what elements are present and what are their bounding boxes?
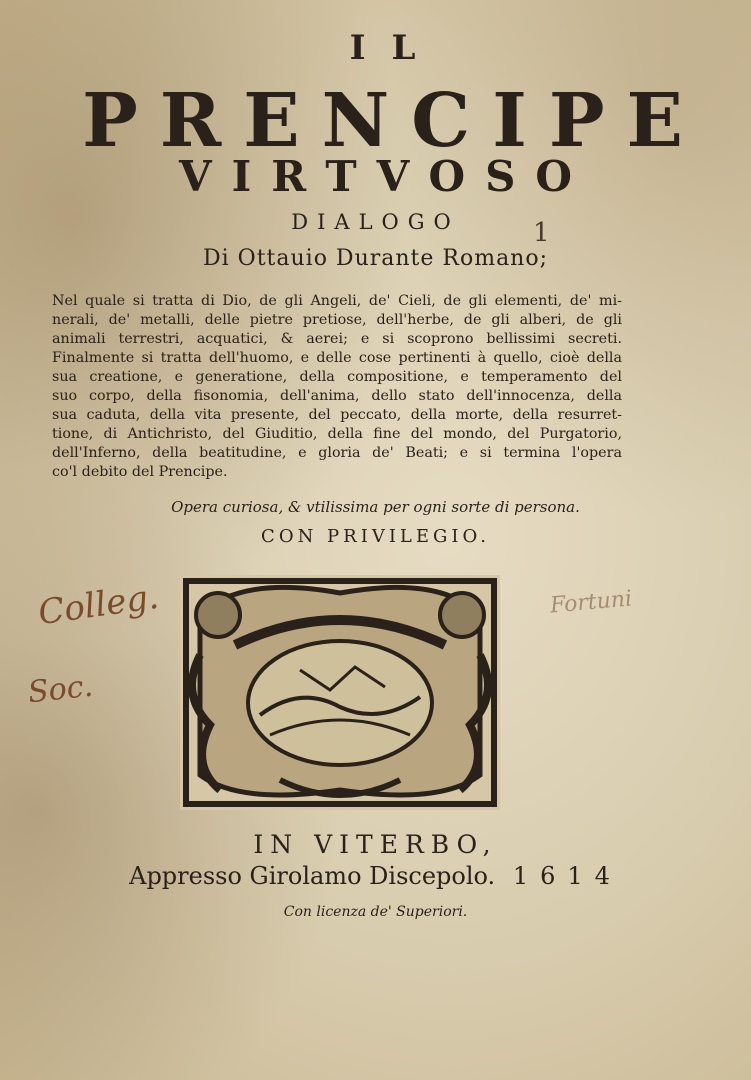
imprint-printer: Appresso Girolamo Discepolo. [129, 862, 496, 890]
handwritten-note: Colleg. [35, 576, 162, 634]
text-line: animali terrestri, acquatici, & aerei; e si scoprono bellissimi secreti. [52, 331, 622, 347]
text-line: tione, di Antichristo, del Giuditio, della fine del mondo, del Purgatorio, [52, 426, 622, 442]
text-line: nerali, de' metalli, delle pietre pretiose, dell'herbe, de gli alberi, de gli [52, 312, 622, 328]
text-line: Nel quale si tratta di Dio, de gli Angeli, de' Cieli, de gli elementi, de' mi- [52, 293, 622, 309]
printer-device-emblem [180, 575, 500, 810]
margin-mark: 1 [533, 218, 550, 248]
title-prencipe: PRENCIPE [82, 78, 705, 164]
text-line: sua caduta, della vita presente, del peccato, della morte, della resurret- [52, 407, 622, 423]
text-line: co'l debito del Prencipe. [52, 464, 228, 480]
imprint-year: 1614 [512, 862, 622, 890]
subtitle-dialogo: DIALOGO [291, 210, 460, 234]
text-line: sua creatione, e generatione, della compositione, e temperamento del [52, 369, 622, 385]
title-il: IL [349, 28, 442, 68]
imprint-place: IN VITERBO, [253, 830, 498, 859]
privilegio-line: CON PRIVILEGIO. [261, 526, 490, 547]
description-paragraph [52, 292, 622, 482]
title-virtuoso: VIRTVOSO [178, 152, 592, 201]
author-line: Di Ottauio Durante Romano; [202, 246, 549, 271]
handwritten-note: Fortuni [549, 586, 633, 619]
imprint-licenza: Con licenza de' Superiori. [283, 904, 468, 920]
handwritten-note: Soc. [26, 668, 95, 711]
imprint-printer-line [0, 862, 751, 890]
text-line: Finalmente si tratta dell'huomo, e delle cose pertinenti à quello, cioè della [52, 350, 622, 366]
text-line: dell'Inferno, della beatitudine, e gloria de' Beati; e si termina l'opera [52, 445, 622, 461]
text-line: suo corpo, della fisonomia, dell'anima, dello stato dell'innocenza, della [52, 388, 622, 404]
opera-line: Opera curiosa, & vtilissima per ogni sorte di persona. [171, 498, 580, 516]
